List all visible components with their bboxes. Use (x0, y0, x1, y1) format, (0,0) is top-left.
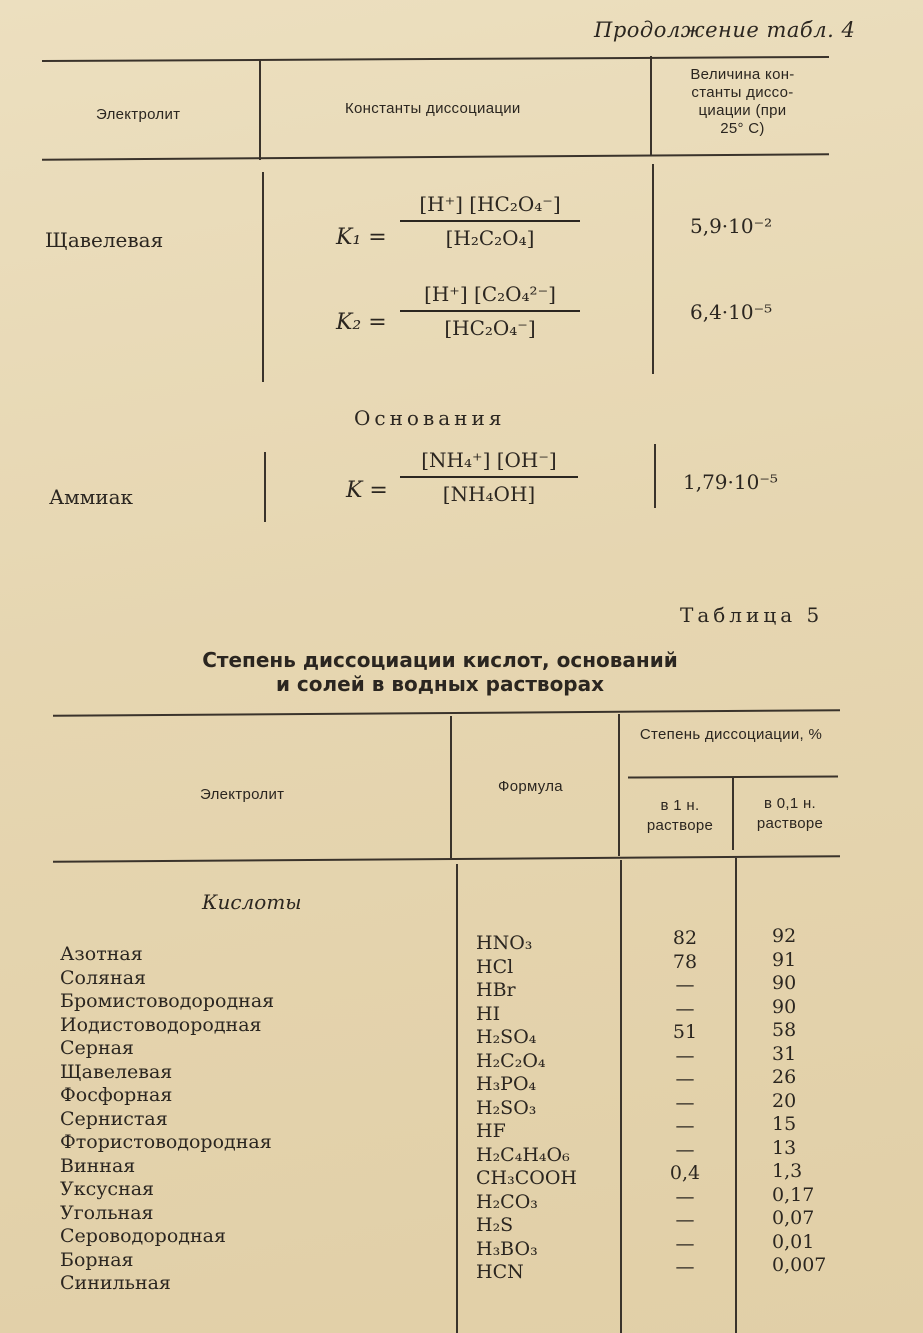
table-row-formula: H₂SO₄ (476, 1026, 537, 1048)
table-row-in-1n: 82 (672, 927, 698, 949)
table5-body-divider-2 (620, 860, 622, 1333)
table4-header-rule (42, 153, 829, 160)
table4-header-value-line: 25° С) (720, 120, 765, 137)
k2-fraction-bar (400, 310, 580, 312)
k2-value: 6,4·10⁻⁵ (690, 300, 773, 324)
table-row-in-1n: 78 (672, 950, 698, 973)
table-row-formula: HCN (476, 1261, 524, 1283)
table5-header-degree: Степень диссоциации, % (639, 726, 823, 743)
electrolyte-column (60, 943, 274, 1296)
table5-body-divider-1 (456, 864, 458, 1333)
table-row-name: Борная (60, 1248, 134, 1271)
table5-body-divider-3 (735, 858, 737, 1333)
table-row-formula: H₃PO₄ (476, 1073, 537, 1095)
table-row-in-01n: 1,3 (772, 1160, 803, 1182)
table5-header-rule (53, 855, 840, 862)
table-row-in-01n: 92 (772, 925, 797, 947)
table-row-in-1n: 0,4 (669, 1162, 701, 1184)
table5-header-in-01n-line2: растворе (756, 815, 824, 832)
k1-value: 5,9·10⁻² (690, 214, 773, 238)
table-row-formula: CH₃COOH (476, 1167, 577, 1189)
table-row-name: Серная (60, 1037, 134, 1059)
table-row-name: Синильная (60, 1272, 171, 1294)
table-row-name: Фосфорная (60, 1084, 173, 1106)
table-row-in-1n: — (675, 997, 695, 1020)
table-row-name: Сероводородная (60, 1225, 226, 1247)
ammonia-denominator: [NH₄OH] (442, 482, 536, 506)
table-row-formula: HNO₃ (476, 932, 533, 954)
table4-header-value (660, 66, 825, 138)
table-row-in-01n: 0,17 (772, 1183, 815, 1206)
table4-header-divider-2 (650, 56, 652, 156)
table5-header-in-01n-line1: в 0,1 н. (763, 795, 816, 812)
table-row-name: Щавелевая (60, 1060, 173, 1083)
table-row-formula: H₃BO₃ (476, 1237, 538, 1260)
table5-title-line1: Степень диссоциации кислот, оснований (202, 648, 678, 672)
table-row-in-1n: — (675, 1256, 695, 1278)
table-row-in-1n: — (675, 1068, 695, 1090)
k1-fraction (400, 192, 580, 250)
table-row-in-1n: 51 (672, 1021, 698, 1043)
k1-denominator: [H₂C₂O₄] (445, 226, 535, 250)
ammonia-fraction-bar (400, 476, 578, 478)
k2-fraction (400, 282, 580, 340)
k1-label: K₁ = (336, 225, 387, 250)
table4-header-value-line: циации (при (698, 102, 787, 119)
k2-denominator: [HC₂O₄⁻] (444, 316, 536, 340)
ammonia-name: Аммиак (49, 485, 134, 509)
table-row-formula: H₂S (476, 1214, 514, 1236)
table-row-name: Угольная (60, 1201, 154, 1224)
table-row-in-1n: — (675, 1209, 695, 1231)
ammonia-numerator: [NH₄⁺] [OH⁻] (421, 448, 557, 472)
table-row-name: Бромистоводородная (60, 990, 275, 1012)
table-row-name: Соляная (60, 966, 147, 989)
table-row-in-01n: 26 (772, 1066, 797, 1088)
table5-label: Таблица 5 (680, 603, 824, 627)
table4-header-electrolyte: Электролит (96, 106, 181, 123)
section-acids-heading: Кислоты (202, 890, 302, 914)
table-row-in-1n: — (675, 1138, 695, 1161)
table-row-formula: HI (476, 1002, 501, 1025)
table4-header-value-line: Величина кон- (690, 66, 795, 83)
table5-title (120, 648, 760, 696)
table4-header-constants: Константы диссоциации (345, 100, 521, 117)
ammonia-k-label: K = (346, 478, 388, 503)
oxalic-name: Щавелевая (45, 228, 164, 252)
table-row-name: Фтористоводородная (60, 1131, 272, 1153)
continuation-label: Продолжение табл. 4 (594, 18, 856, 42)
table-row-name: Винная (60, 1154, 136, 1177)
k2-label: K₂ = (336, 310, 387, 335)
table-row-formula: HCl (476, 955, 514, 978)
table-row-formula: HF (476, 1120, 506, 1142)
table4-body-divider-1 (262, 172, 264, 382)
table-row-formula: H₂C₄H₄O₆ (476, 1143, 570, 1166)
bases-heading: Основания (354, 406, 506, 430)
table-row-name: Иодистоводородная (60, 1013, 262, 1036)
ammonia-k-value: 1,79·10⁻⁵ (683, 470, 778, 494)
table5-header-in-1n (632, 796, 728, 836)
table-row-formula: H₂SO₃ (476, 1096, 537, 1119)
table-row-in-1n: — (675, 1232, 695, 1255)
table4-header-divider-1 (259, 60, 261, 160)
ammonia-divider-1 (264, 452, 266, 522)
table-row-in-01n: 58 (772, 1019, 797, 1041)
table5-header-in-1n-line1: в 1 н. (660, 797, 700, 814)
table5-top-rule (53, 709, 840, 716)
table5-header-formula: Формула (498, 778, 563, 795)
ammonia-fraction (400, 448, 578, 506)
table-row-in-1n: — (675, 1044, 695, 1067)
table-row-in-01n: 90 (772, 972, 797, 994)
formula-column (476, 932, 577, 1285)
in-01n-column (772, 925, 826, 1278)
k1-numerator: [H⁺] [HC₂O₄⁻] (419, 192, 561, 216)
k1-fraction-bar (400, 220, 580, 222)
table-row-in-1n: — (675, 1185, 695, 1208)
table5-header-in-01n (740, 794, 840, 834)
table4-top-rule (42, 56, 829, 62)
table4-body-divider-2 (652, 164, 654, 374)
ammonia-divider-2 (654, 444, 656, 508)
table-row-in-01n: 90 (772, 995, 797, 1018)
table-row-in-01n: 15 (772, 1113, 797, 1135)
table-row-name: Сернистая (60, 1107, 168, 1130)
table5-header-divider-1 (450, 716, 452, 858)
table-row-formula: H₂CO₃ (476, 1190, 538, 1213)
table5-header-electrolyte: Электролит (200, 786, 285, 803)
table-row-in-01n: 31 (772, 1042, 797, 1065)
table-row-in-01n: 20 (772, 1089, 797, 1112)
table-row-in-01n: 0,01 (772, 1230, 815, 1253)
in-1n-column (640, 927, 730, 1280)
table5-header-in-1n-line2: растворе (646, 817, 714, 834)
table-row-in-01n: 0,007 (772, 1254, 827, 1276)
table4-header-value-line: станты диссо- (691, 84, 794, 101)
table-row-formula: H₂C₂O₄ (476, 1049, 546, 1072)
table-row-in-1n: — (675, 974, 695, 996)
k2-numerator: [H⁺] [C₂O₄²⁻] (424, 282, 556, 306)
table-row-in-01n: 0,07 (772, 1207, 815, 1229)
table-row-formula: HBr (476, 979, 516, 1001)
table-row-name: Азотная (60, 943, 143, 965)
table-row-in-1n: — (675, 1115, 695, 1137)
table5-title-line2: и солей в водных растворах (275, 672, 605, 696)
table5-header-divider-2 (618, 714, 620, 856)
table-row-name: Уксусная (60, 1178, 155, 1200)
table5-subheader-divider (732, 778, 734, 850)
table-row-in-1n: — (675, 1091, 695, 1114)
table-row-in-01n: 13 (772, 1136, 797, 1159)
table-row-in-01n: 91 (772, 948, 797, 971)
